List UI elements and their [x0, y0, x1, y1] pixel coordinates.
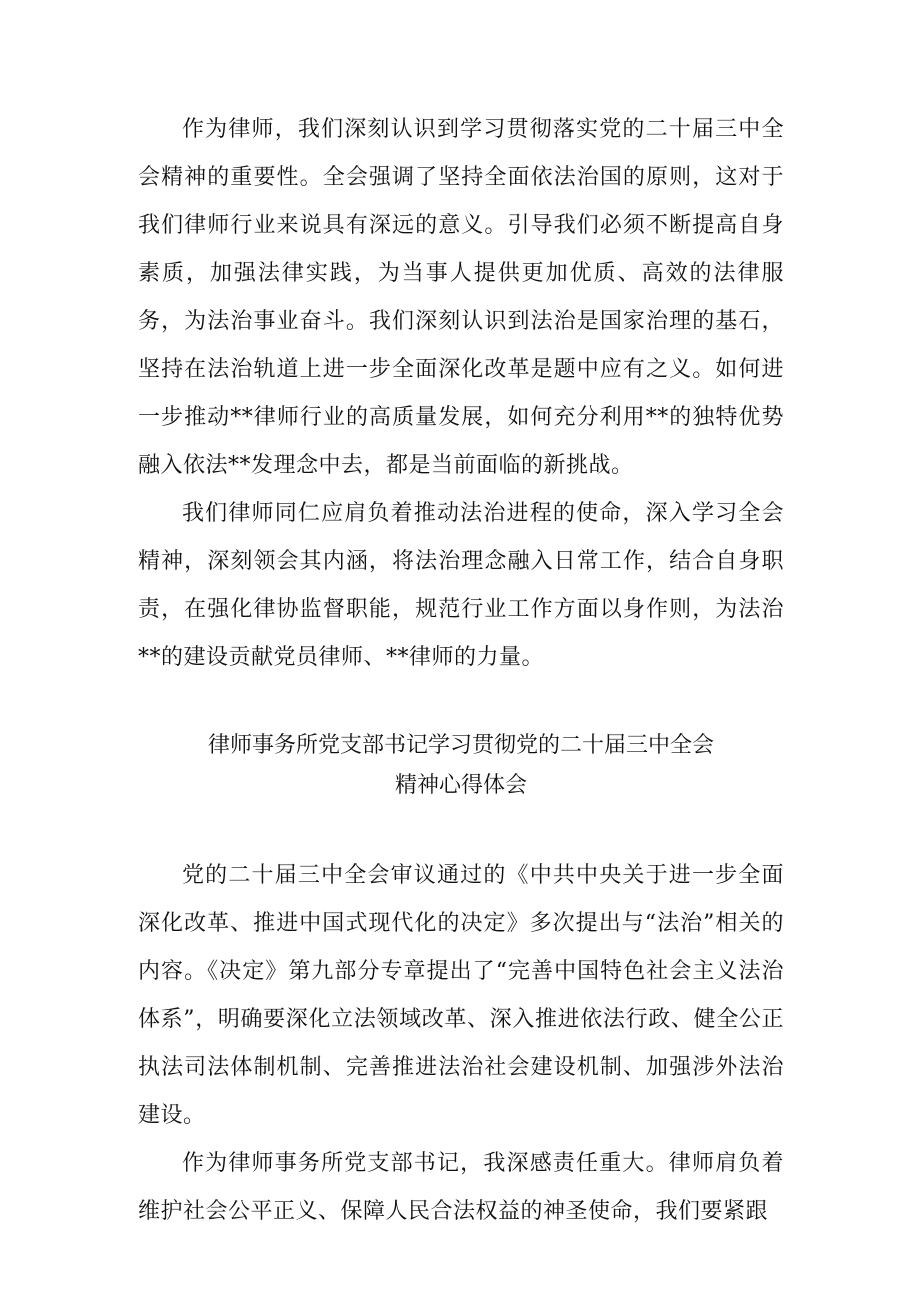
- article-heading-line-1: 律师事务所党支部书记学习贯彻党的二十届三中全会: [207, 733, 714, 758]
- article-heading-line-2: 精神心得体会: [394, 773, 527, 798]
- article-heading: [138, 726, 784, 806]
- paragraph-lawyer-awareness: 作为律师，我们深刻认识到学习贯彻落实党的二十届三中全会精神的重要性。全会强调了坚持全面依法治国的原则，这对于我们律师行业来说具有深远的意义。引导我们必须不断提高自身素质，加强法律实践，为当事人提供更加优质、高效的法律服务，为法治事业奋斗。我们深刻认识到法治是国家治理的基石，坚持在法治轨道上进一步全面深化改革是题中应有之义。如何进一步推动**律师行业的高质量发展，如何充分利用**的独特优势融入依法**发理念中去，都是当前面临的新挑战。: [138, 117, 784, 478]
- paragraph-lawyer-mission: 我们律师同仁应肩负着推动法治进程的使命，深入学习全会精神，深刻领会其内涵，将法治理念融入日常工作，结合自身职责，在强化律协监督职能，规范行业工作方面以身作则，为法治**的建设贡献党员律师、**律师的力量。: [138, 501, 784, 670]
- document-body: [138, 106, 784, 1236]
- paragraph-party-secretary: 作为律师事务所党支部书记，我深感责任重大。律师肩负着维护社会公平正义、保障人民合法权益的神圣使命，我们要紧跟: [138, 1151, 784, 1224]
- paragraph-plenum-decision: 党的二十届三中全会审议通过的《中共中央关于进一步全面深化改革、推进中国式现代化的决定》多次提出与“法治”相关的内容。《决定》第九部分专章提出了“完善中国特色社会主义法治体系”，明确要深化立法领域改革、深入推进依法行政、健全公正执法司法体制机制、完善推进法治社会建设机制、加强涉外法治建设。: [138, 863, 784, 1128]
